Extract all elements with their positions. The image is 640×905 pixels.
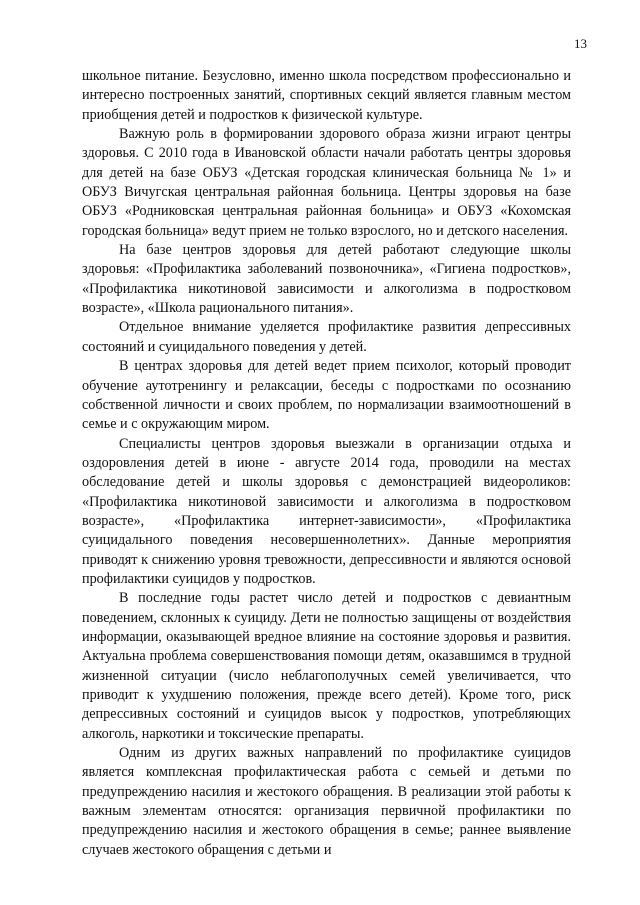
paragraph: Специалисты центров здоровья выезжали в организации отдыха и оздоровления детей в июне - августе 2014 года, проводили на местах обследование детей и школы здоровья с демонстрацией видеороликов: «Профилактика никотиновой зависимости и алкоголизма в подростковом возрасте», «Профилактика интернет-зависимости», «Профилактика суицидального поведения несовершеннолетних». Данные мероприятия приводят к снижению уровня тревожности, депрессивности и являются основой профилактики суицидов у подростков.: [82, 435, 571, 587]
paragraph-continuation: школьное питание. Безусловно, именно школа посредством профессионально и интересно построенных занятий, спортивных секций является главным местом приобщения детей и подростков к физической культуре.: [82, 68, 571, 123]
paragraph: Отдельное внимание уделяется профилактике развития депрессивных состояний и суицидального поведения у детей.: [82, 319, 571, 355]
page-number: 13: [574, 36, 587, 51]
paragraph: В центрах здоровья для детей ведет прием психолог, который проводит обучение аутотренингу и релаксации, беседы с подростками по осознанию собственной личности и своих проблем, по нормализации взаимоотношений в семье и с окружающим миром.: [82, 358, 571, 433]
paragraph: Важную роль в формировании здорового образа жизни играют центры здоровья. С 2010 года в Ивановской области начали работать центры здоровья для детей на базе ОБУЗ «Детская городская клиническая больница № 1» и ОБУЗ Вичугская центральная районная больница. Центры здоровья на базе ОБУЗ «Родниковская центральная районная больница» и ОБУЗ «Кохомская городская больница» ведут прием не только взрослого, но и детского населения.: [82, 126, 571, 239]
paragraph: Одним из других важных направлений по профилактике суицидов является комплексная профилактическая работа с семьей и детьми по предупреждению насилия и жестокого обращения. В реализации этой работы к важным элементам относятся: организация первичной профилактики по предупреждению насилия и жестокого обращения в семье; раннее выявление случаев жестокого обращения с детьми и: [82, 745, 571, 858]
paragraph: На базе центров здоровья для детей работают следующие школы здоровья: «Профилактика заболеваний позвоночника», «Гигиена подростков», «Профилактика никотиновой зависимости и алкоголизма в подростковом возрасте», «Школа рационального питания».: [82, 242, 571, 317]
paragraph: В последние годы растет число детей и подростков с девиантным поведением, склонных к суициду. Дети не полностью защищены от воздействия информации, оказывающей вредное влияние на состояние здоровья и развития. Актуальна проблема совершенствования помощи детям, оказавшимся в трудной жизненной ситуации (число неблагополучных семей увеличивается, что приводит к ухудшению положения, прежде всего детей). Кроме того, риск депрессивных состояний и суицидов высок у подростков, употребляющих алкоголь, наркотики и токсические препараты.: [82, 590, 571, 742]
body-text: [82, 67, 571, 860]
